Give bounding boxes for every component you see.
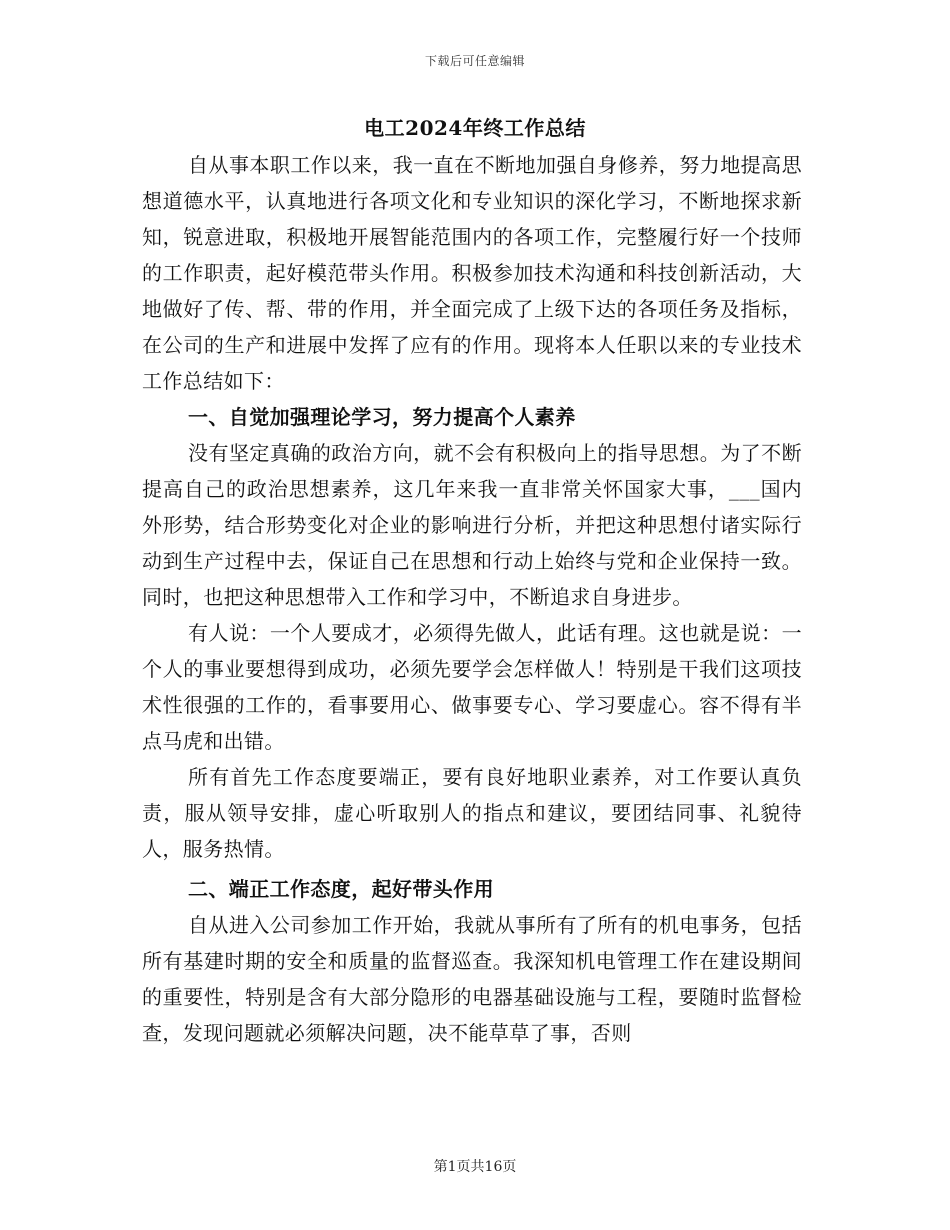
paragraph-political-direction: 没有坚定真确的政治方向，就不会有积极向上的指导思想。为了不断提高自己的政治思想素养，这几年来我一直非常关怀国家大事，___国内外形势，结合形势变化对企业的影响进行分析，并把这种思想付诸实际行动到生产过程中去，保证自己在思想和行动上始终与党和企业保持一致。同时，也把这种思想带入工作和学习中，不断追求自身进步。 bbox=[142, 441, 802, 609]
document-title: 电工2024年终工作总结 bbox=[364, 116, 586, 140]
document-body bbox=[142, 147, 802, 1051]
section-heading-2: 二、端正工作态度，起好带头作用 bbox=[188, 877, 494, 901]
paragraph-work-attitude: 所有首先工作态度要端正，要有良好地职业素养，对工作要认真负责，服从领导安排，虚心听取别人的指点和建议，要团结同事、礼貌待人，服务热情。 bbox=[142, 765, 802, 861]
paragraph-be-a-person: 有人说：一个人要成才，必须得先做人，此话有理。这也就是说：一个人的事业要想得到成功，必须先要学会怎样做人！特别是干我们这项技术性很强的工作的，看事要用心、做事要专心、学习要虚心。容不得有半点马虎和出错。 bbox=[142, 621, 802, 753]
page-number-footer: 第1页共16页 bbox=[433, 1159, 517, 1175]
section-heading-1: 一、自觉加强理论学习，努力提高个人素养 bbox=[188, 405, 576, 429]
paragraph-electromechanical-work: 自从进入公司参加工作开始，我就从事所有了所有的机电事务，包括所有基建时期的安全和质量的监督巡查。我深知机电管理工作在建设期间的重要性，特别是含有大部分隐形的电器基础设施与工程，要随时监督检查，发现问题就必须解决问题，决不能草草了事，否则 bbox=[142, 913, 802, 1045]
paragraph-intro: 自从事本职工作以来，我一直在不断地加强自身修养，努力地提高思想道德水平，认真地进行各项文化和专业知识的深化学习，不断地探求新知，锐意进取，积极地开展智能范围内的各项工作，完整履行好一个技师的工作职责，起好模范带头作用。积极参加技术沟通和科技创新活动，大地做好了传、帮、带的作用，并全面完成了上级下达的各项任务及指标，在公司的生产和进展中发挥了应有的作用。现将本人任职以来的专业技术工作总结如下： bbox=[142, 153, 802, 393]
page-header-note: 下载后可任意编辑 bbox=[424, 54, 525, 68]
